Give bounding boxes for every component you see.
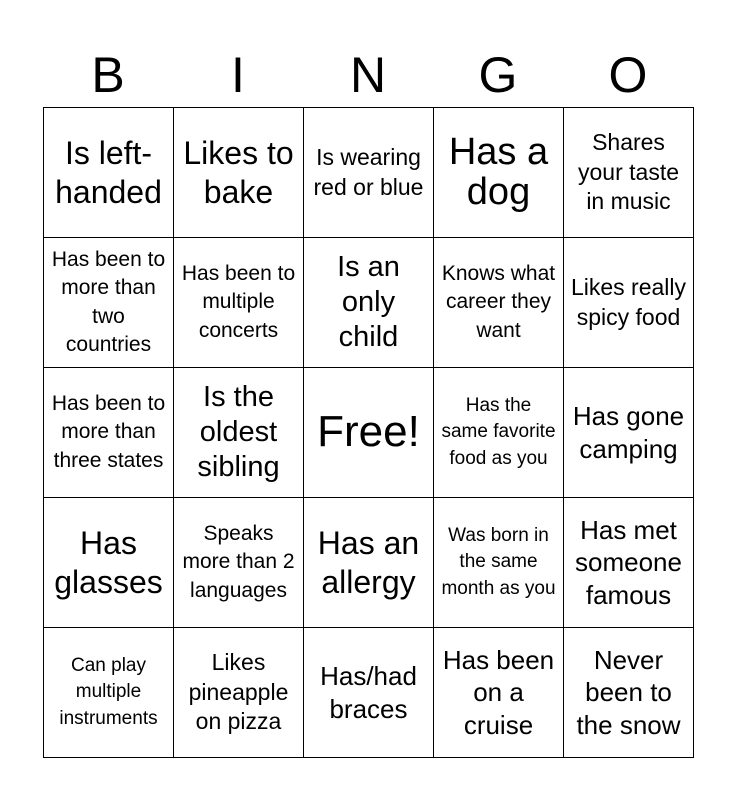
bingo-cell[interactable] [564,238,694,368]
cell-text: Speaks more than 2 languages [182,521,295,602]
cell-text: Likes to bake [183,135,294,210]
bingo-cell[interactable] [44,498,174,628]
bingo-cell[interactable] [174,628,304,758]
cell-text: Has/had braces [320,661,417,724]
bingo-cell[interactable] [304,238,434,368]
cell-text: Likes pineapple on pizza [188,648,289,735]
cell-text: Was born in the same month as you [441,524,556,599]
cell-text: Has been on a cruise [442,644,555,740]
bingo-cell[interactable] [434,368,564,498]
cell-text: Knows what career they want [441,261,556,342]
bingo-cell[interactable] [44,108,174,238]
cell-text: Likes really spicy food [570,273,687,330]
bingo-cell[interactable] [304,108,434,238]
cell-text: Is wearing red or blue [313,143,424,200]
bingo-cell[interactable] [564,498,694,628]
bingo-cell[interactable] [174,108,304,238]
header-letter-i: I [231,47,245,103]
cell-text: Has glasses [54,525,163,600]
cell-text: Has an allergy [317,525,420,600]
cell-text: Has gone camping [572,401,685,464]
header-letter-o: O [608,47,648,103]
bingo-cell[interactable] [564,368,694,498]
bingo-cell[interactable] [44,238,174,368]
cell-text: Shares your taste in music [578,128,679,215]
bingo-cell[interactable] [434,628,564,758]
cell-text: Has been to multiple concerts [181,261,296,342]
free-space[interactable] [304,368,434,498]
bingo-cell[interactable] [174,238,304,368]
bingo-cell[interactable] [564,628,694,758]
cell-text: Never been to the snow [576,644,681,740]
bingo-board [43,107,694,758]
cell-text: Has been to more than two countries [51,247,166,356]
header-letter-n: N [349,47,387,103]
bingo-cell[interactable] [174,498,304,628]
bingo-cell[interactable] [304,498,434,628]
header-letter-b: B [91,47,125,103]
cell-text: Can play multiple instruments [59,654,158,729]
header-letter-g: G [478,47,518,103]
bingo-header [43,44,693,106]
cell-text: Has met someone famous [575,514,682,610]
cell-text: Is an only child [337,251,400,353]
bingo-cell[interactable] [434,108,564,238]
cell-text: Free! [317,407,420,457]
cell-text: Is left-handed [55,135,162,210]
bingo-cell[interactable] [304,628,434,758]
bingo-cell[interactable] [44,628,174,758]
cell-text: Has the same favorite food as you [441,394,556,469]
cell-text: Has a dog [448,130,549,213]
bingo-cell[interactable] [434,238,564,368]
bingo-cell[interactable] [174,368,304,498]
cell-text: Is the oldest sibling [197,381,280,483]
bingo-cell[interactable] [564,108,694,238]
bingo-cell[interactable] [434,498,564,628]
bingo-cell[interactable] [44,368,174,498]
cell-text: Has been to more than three states [51,391,166,472]
